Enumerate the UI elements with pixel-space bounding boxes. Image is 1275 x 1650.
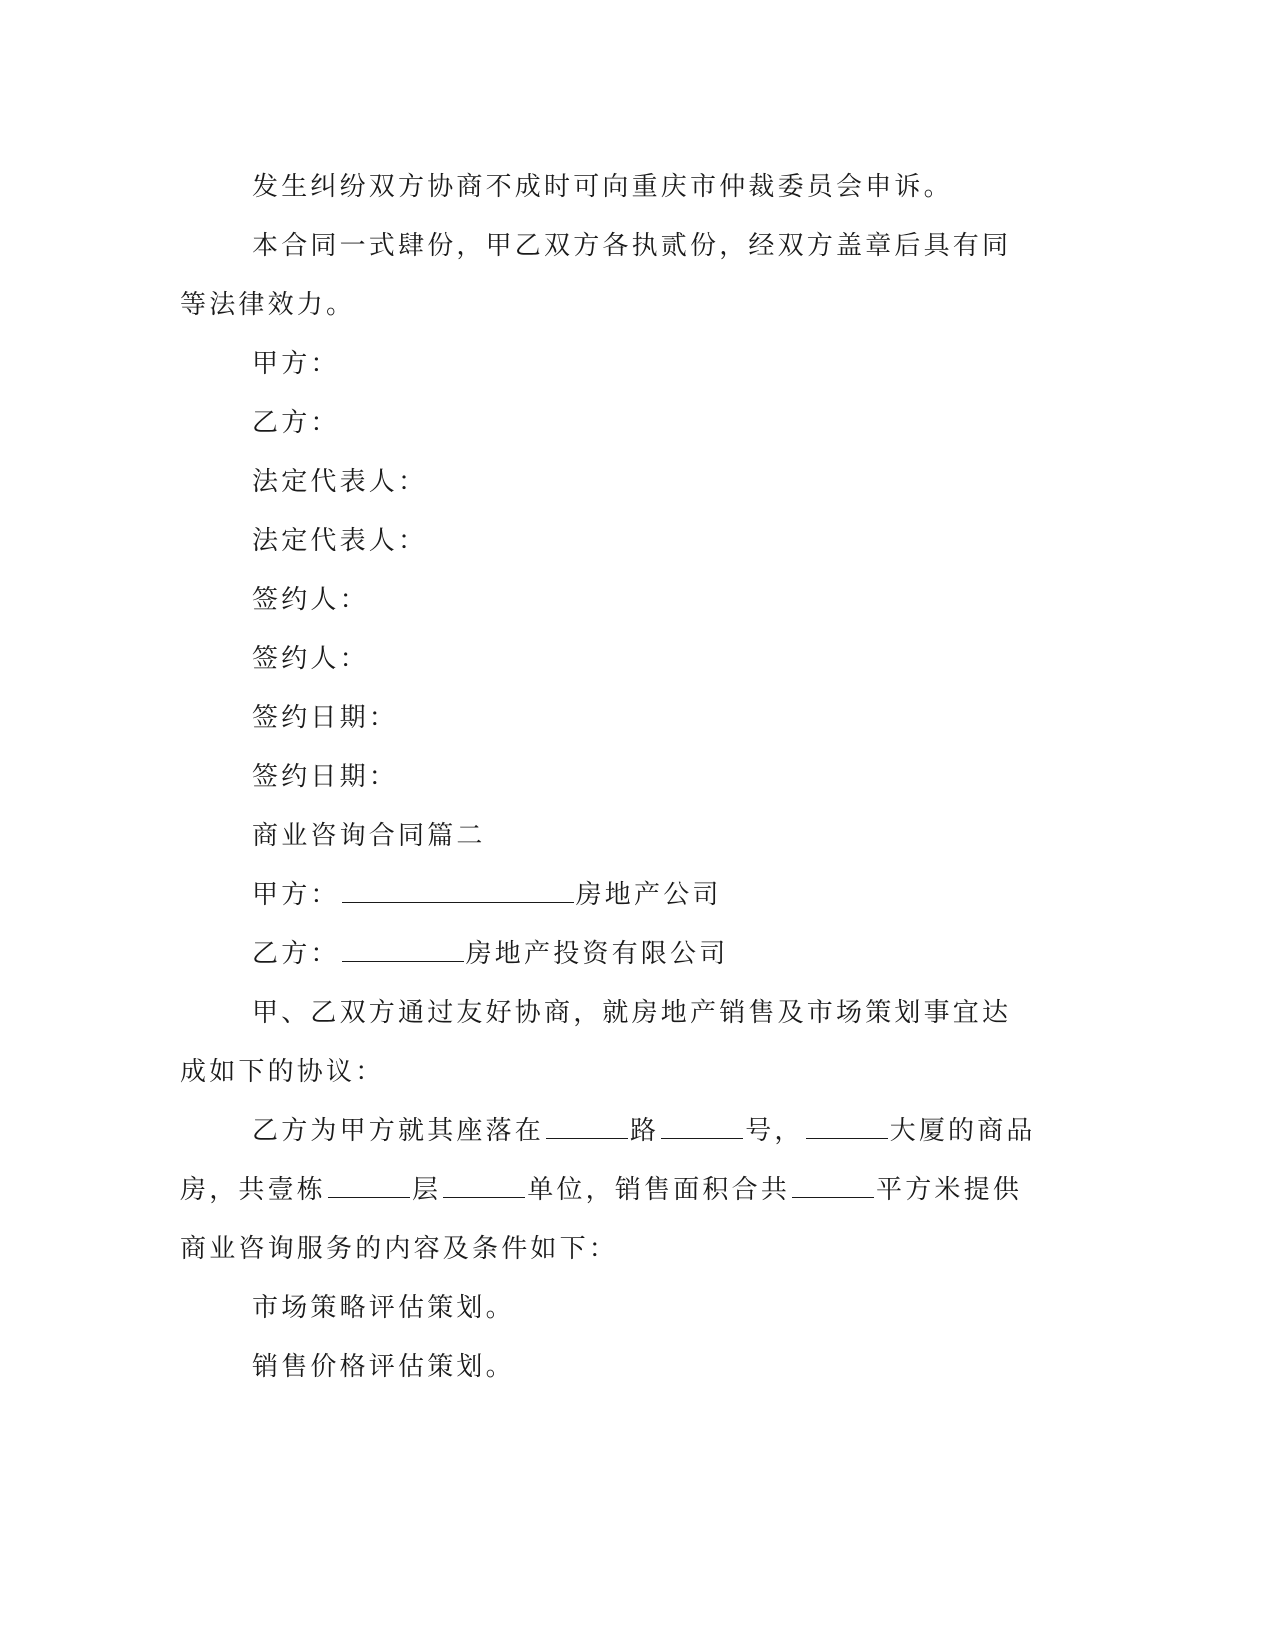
party-a-label: 甲方： <box>252 349 340 379</box>
party-a-company-suffix: 房地产公司 <box>575 880 722 910</box>
party-b-name-blank <box>342 931 464 962</box>
service-text-5: 层 <box>412 1175 442 1205</box>
party-a-name-blank <box>342 872 574 903</box>
service-text-2: 路 <box>630 1116 660 1146</box>
party-b-company-label: 乙方： <box>252 939 340 969</box>
legal-rep-b-label: 法定代表人： <box>252 526 428 556</box>
party-a-company-label: 甲方： <box>252 880 340 910</box>
legal-rep-a-label: 法定代表人： <box>252 467 428 497</box>
service-text-1: 乙方为甲方就其座落在 <box>252 1116 545 1146</box>
sign-date-a-label: 签约日期： <box>252 703 399 733</box>
floors-blank <box>328 1167 410 1198</box>
item-market-strategy: 市场策略评估策划。 <box>252 1293 515 1323</box>
building-blank <box>806 1108 888 1139</box>
document-body <box>180 158 1040 1397</box>
signer-b-label: 签约人： <box>252 644 369 674</box>
service-clause <box>180 1102 1040 1279</box>
party-b-company-suffix: 房地产投资有限公司 <box>465 939 729 969</box>
area-blank <box>792 1167 874 1198</box>
service-text-3: 号， <box>745 1116 804 1146</box>
item-sales-price: 销售价格评估策划。 <box>252 1352 515 1382</box>
dispute-clause: 发生纠纷双方协商不成时可向重庆市仲裁委员会申诉。 <box>252 172 953 202</box>
service-text-6: 单位，销售面积合共 <box>527 1175 791 1205</box>
road-blank <box>546 1108 628 1139</box>
party-a-company-line <box>180 866 1040 925</box>
signer-a-label: 签约人： <box>252 585 369 615</box>
number-blank <box>661 1108 743 1139</box>
party-b-label: 乙方： <box>252 408 340 438</box>
section-title: 商业咨询合同篇二 <box>252 821 486 851</box>
copies-clause: 本合同一式肆份，甲乙双方各执贰份，经双方盖章后具有同等法律效力。 <box>180 231 1012 320</box>
service-text-7: 平方米提供商业咨询服务的内容及条件如下： <box>180 1175 1023 1264</box>
service-text-4: 大厦的商品房，共壹栋 <box>180 1116 1036 1205</box>
units-blank <box>443 1167 525 1198</box>
sign-date-b-label: 签约日期： <box>252 762 399 792</box>
party-b-company-line <box>180 925 1040 984</box>
agreement-intro: 甲、乙双方通过友好协商，就房地产销售及市场策划事宜达成如下的协议： <box>180 998 1012 1087</box>
